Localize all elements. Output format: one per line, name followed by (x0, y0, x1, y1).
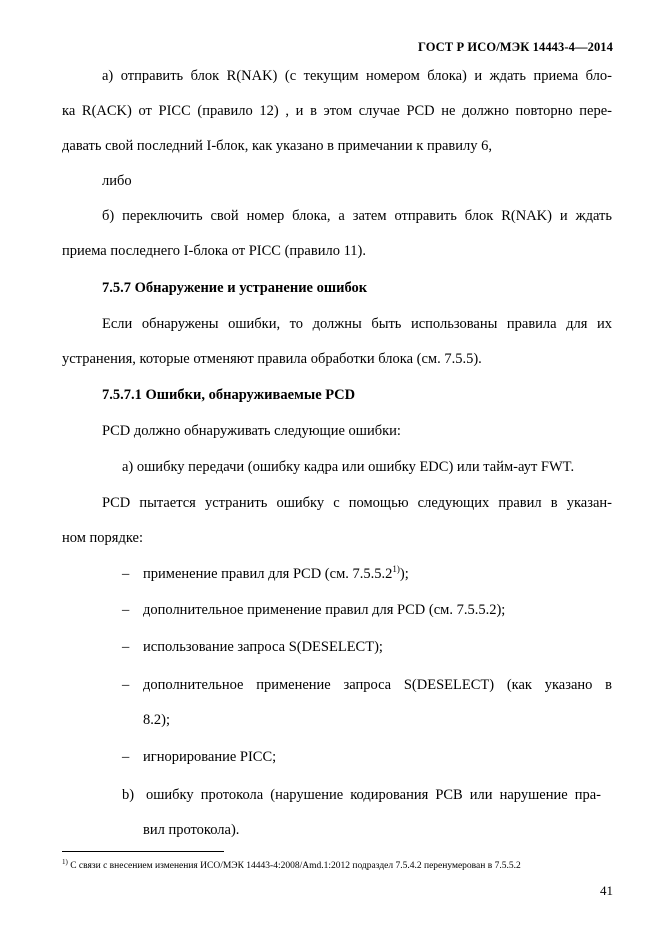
list-item-b-line-1: ошибку протокола (нарушение кодирования PCB или нарушение пра- (146, 787, 601, 803)
dash-marker-5: – (122, 749, 130, 765)
dash-item-3: использование запроса S(DESELECT); (143, 639, 383, 655)
list-item-a: a) ошибку передачи (ошибку кадра или ошибку EDC) или тайм-аут FWT. (122, 459, 575, 475)
dash-item-1-text: применение правил для PCD (см. 7.5.5.2 (143, 566, 393, 582)
dash-item-4-line-2: 8.2); (143, 712, 170, 728)
para-b-line-1: б) переключить свой номер блока, а затем отправить блок R(NAK) и ждать (102, 208, 612, 224)
document-header: ГОСТ Р ИСО/МЭК 14443-4—2014 (417, 40, 613, 54)
footnote-separator (62, 851, 224, 852)
dash-item-4-line-1: дополнительное применение запроса S(DESELECT) (как указано в (143, 677, 612, 693)
dash-item-5: игнорирование PICC; (143, 749, 277, 765)
dash-item-1 (143, 565, 409, 583)
dash-marker-2: – (122, 602, 130, 618)
footnote-marker: 1) (62, 857, 68, 866)
list-item-b-label: b) (122, 787, 135, 803)
dash-marker-3: – (122, 639, 130, 655)
list-item-b-line-2: вил протокола). (143, 822, 240, 838)
para-a-line-3: давать свой последний I-блок, как указано в примечании к правилу 6, (62, 138, 493, 154)
section-heading-7571: 7.5.7.1 Ошибки, обнаруживаемые PCD (102, 387, 356, 403)
para-recover-line-1: PCD пытается устранить ошибку с помощью следующих правил в указан- (102, 495, 612, 511)
para-b-line-2: приема последнего I-блока от PICC (правило 11). (62, 243, 366, 259)
para-errors-line-2: устранения, которые отменяют правила обработки блока (см. 7.5.5). (62, 351, 482, 367)
para-recover-line-2: ном порядке: (62, 530, 143, 546)
para-a-line-1: а) отправить блок R(NAK) (с текущим номером блока) и ждать приема бло- (102, 68, 612, 84)
page-number: 41 (600, 883, 613, 898)
dash-item-2: дополнительное применение правил для PCD (см. 7.5.5.2); (143, 602, 506, 618)
para-a-line-2: ка R(ACK) от PICC (правило 12) , и в этом случае PCD не должно повторно пере- (62, 103, 612, 119)
para-detect: PCD должно обнаруживать следующие ошибки: (102, 423, 401, 439)
para-errors-line-1: Если обнаружены ошибки, то должны быть использованы правила для их (102, 316, 612, 332)
footnote-ref: 1) (392, 564, 400, 575)
dash-marker-4: – (122, 677, 130, 693)
para-or: либо (102, 173, 132, 189)
footnote (62, 857, 521, 872)
footnote-text: С связи с внесением изменения ИСО/МЭК 14443-4:2008/Amd.1:2012 подраздел 7.5.4.2 перенумерован в 7.5.5.2 (67, 861, 521, 871)
section-heading-757: 7.5.7 Обнаружение и устранение ошибок (102, 280, 368, 296)
dash-item-1-end: ); (399, 566, 409, 582)
dash-marker-1: – (122, 566, 130, 582)
